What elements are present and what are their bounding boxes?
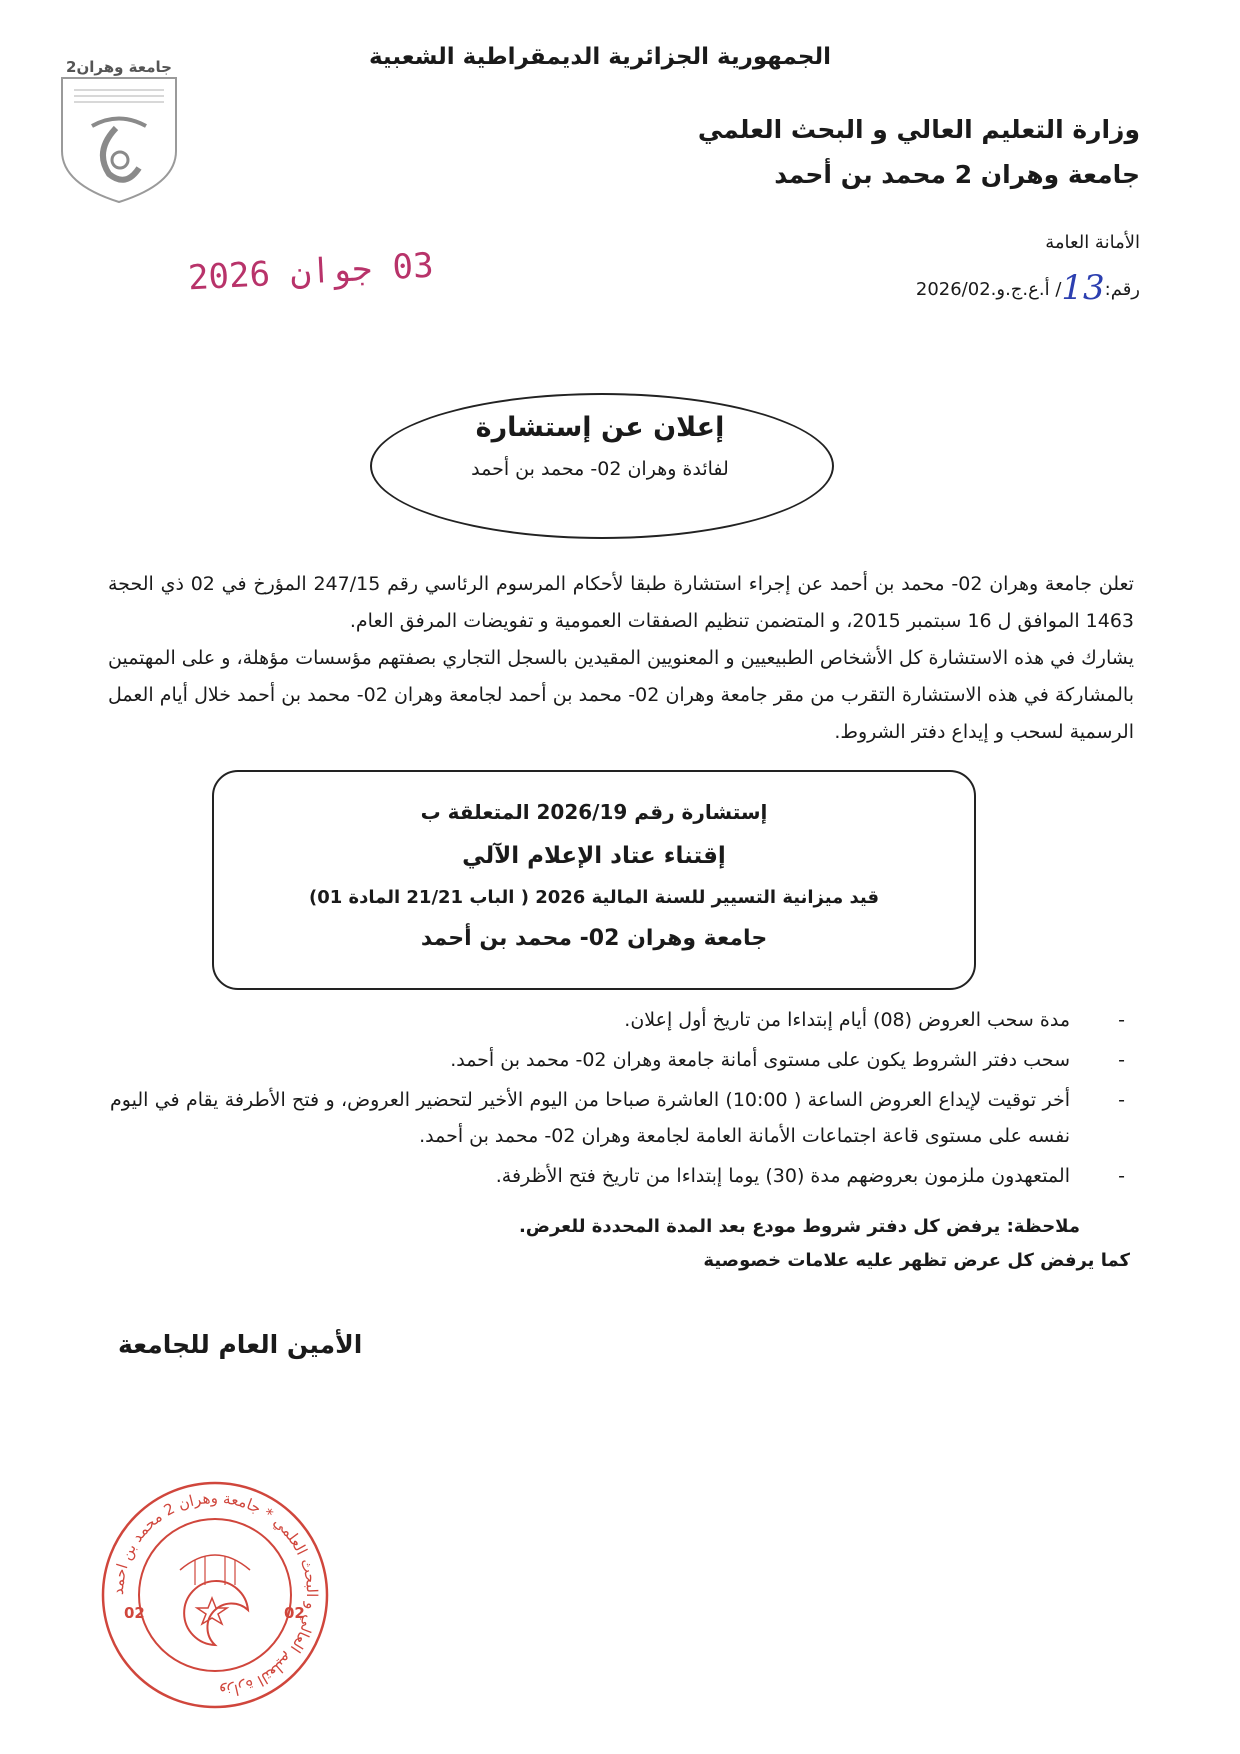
announcement-body xyxy=(108,566,1134,751)
official-seal-icon xyxy=(100,1480,330,1710)
consultation-university: جامعة وهران 02- محمد بن أحمد xyxy=(420,926,768,951)
ministry-name: وزارة التعليم العالي و البحث العلمي xyxy=(697,115,1140,144)
signatory-title: الأمين العام للجامعة xyxy=(118,1330,363,1359)
reference-label: رقم: xyxy=(1104,279,1140,300)
body-paragraph: يشارك في هذه الاستشارة كل الأشخاص الطبيعيين و المعنويين المقيدين بالسجل التجاري بصفتهم مؤسسات مؤهلة، و على المهتمين بالمشاركة في هذه الاستشارة التقرب من مقر جامعة وهران 02- محمد بن أحمد لجامعة وهران 02- محمد بن أحمد خلال أيام العمل الرسمية لسحب و إيداع دفتر الشروط. xyxy=(108,647,1134,743)
note-line: كما يرفض كل عرض تظهر عليه علامات خصوصية xyxy=(703,1250,1130,1271)
reference-number xyxy=(916,268,1140,308)
department-name: الأمانة العامة xyxy=(1045,232,1140,253)
list-item: - مدة سحب العروض (08) أيام إبتداءا من تاريخ أول إعلان. xyxy=(110,1002,1125,1038)
reference-code: / أ.ع.ج.و.2026/02 xyxy=(915,279,1062,300)
consultation-subject: إقتناء عتاد الإعلام الآلي xyxy=(462,843,726,869)
university-logo-icon xyxy=(54,56,184,206)
list-item: - سحب دفتر الشروط يكون على مستوى أمانة جامعة وهران 02- محمد بن أحمد. xyxy=(110,1042,1125,1078)
university-name: جامعة وهران 2 محمد بن أحمد xyxy=(774,160,1140,189)
note-line: ملاحظة: يرفض كل دفتر شروط مودع بعد المدة المحددة للعرض. xyxy=(518,1216,1080,1237)
list-item: - المتعهدون ملزمون بعروضهم مدة (30) يوما إبتداءا من تاريخ فتح الأظرفة. xyxy=(110,1158,1125,1194)
republic-heading: الجمهورية الجزائرية الديمقراطية الشعبية xyxy=(368,44,832,70)
seal-number-left: 02 xyxy=(124,1604,145,1622)
logo-text: جامعة وهران2 xyxy=(66,58,172,76)
date-stamp: 03 جوان 2026 xyxy=(187,245,435,299)
consultation-number: إستشارة رقم 2026/19 المتعلقة ب xyxy=(420,800,768,824)
reference-handwritten-number: 13 xyxy=(1061,268,1105,308)
seal-number-right: 02 xyxy=(284,1604,305,1622)
body-paragraph: تعلن جامعة وهران 02- محمد بن أحمد عن إجراء استشارة طبقا لأحكام المرسوم الرئاسي رقم 247/15 المؤرخ في 02 ذي الحجة 1463 الموافق ل 16 سبتمبر 2015، و المتضمن تنظيم الصفقات العمومية و تفويضات المرفق العام. xyxy=(108,573,1134,632)
announcement-title: إعلان عن إستشارة xyxy=(475,412,725,443)
announcement-subtitle: لفائدة وهران 02- محمد بن أحمد xyxy=(471,458,729,480)
note-block xyxy=(518,1210,1130,1278)
list-item: - أخر توقيت لإيداع العروض الساعة ( 10:00) العاشرة صباحا من اليوم الأخير لتحضير العروض، و فتح الأطرفة يقام في اليوم نفسه على مستوى قاعة اجتماعات الأمانة العامة لجامعة وهران 02- محمد بن أحمد. xyxy=(110,1082,1125,1154)
conditions-list xyxy=(110,1002,1125,1198)
seal-text: وزارة التعليم العالي و البحث العلمي * جامعة وهران 2 محمد بن احمد xyxy=(108,1488,322,1701)
consultation-budget: قيد ميزانية التسيير للسنة المالية 2026 ( الباب 21/21 المادة 01) xyxy=(308,887,880,908)
